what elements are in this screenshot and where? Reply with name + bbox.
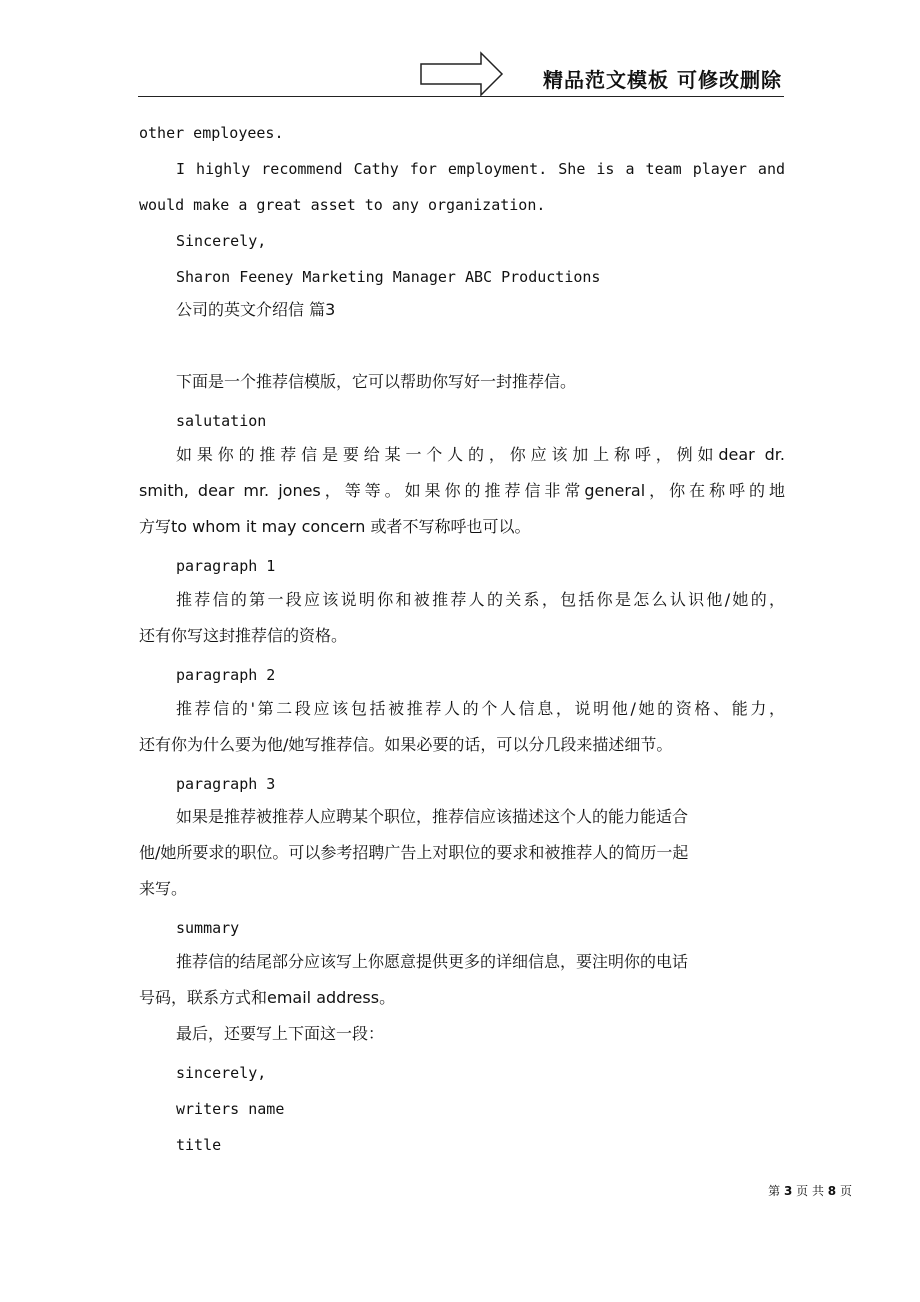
current-page: 3 [783,1184,793,1198]
body-line: 还有你写这封推荐信的资格。 [139,626,348,645]
body-line: 推荐信的'第二段应该包括被推荐人的个人信息，说明他/她的资格、能力， [176,699,785,718]
body-line: 方写to whom it may concern 或者不写称呼也可以。 [139,517,531,536]
body-line: 推荐信的结尾部分应该写上你愿意提供更多的详细信息，要注明你的电话 [176,952,689,971]
body-line: 最后，还要写上下面这一段： [176,1024,385,1043]
header-rule [138,96,784,97]
body-line: would make a great asset to any organization. [139,196,546,214]
body-line: 他/她所要求的职位。可以参考招聘广告上对职位的要求和被推荐人的简历一起 [139,843,689,862]
body-line: Sharon Feeney Marketing Manager ABC Productions [176,268,601,286]
subheading: paragraph 1 [176,557,276,575]
header-title: 精品范文模板 可修改删除 [543,68,782,92]
total-pages: 8 [827,1184,837,1198]
closing-line: writers name [176,1100,285,1118]
page-footer [768,1182,852,1199]
subheading: paragraph 2 [176,666,276,684]
body-line: 推荐信的第一段应该说明你和被推荐人的关系，包括你是怎么认识他/她的， [176,590,785,609]
subheading: salutation [176,412,267,430]
closing-line: title [176,1136,222,1154]
subheading: summary [176,919,240,937]
body-line: I highly recommend Cathy for employment. She is a team player and [176,160,785,178]
arrow-icon [419,50,505,98]
body-line: 号码，联系方式和email address。 [139,988,396,1007]
footer-middle: 页 共 [796,1184,824,1198]
body-line: 如果你的推荐信是要给某一个人的，你应该加上称呼，例如dear dr. [176,445,785,464]
body-line: 下面是一个推荐信模版，它可以帮助你写好一封推荐信。 [176,372,577,391]
footer-prefix: 第 [768,1184,781,1198]
body-line: 还有你为什么要为他/她写推荐信。如果必要的话，可以分几段来描述细节。 [139,735,673,754]
section-heading: 公司的英文介绍信 篇3 [176,300,336,319]
closing-line: sincerely, [176,1064,267,1082]
body-line: smith, dear mr. jones，等等。如果你的推荐信非常general，你在称呼的地 [139,481,785,500]
body-line: Sincerely, [176,232,267,250]
body-line: 来写。 [139,879,188,898]
body-line: other employees. [139,124,284,142]
footer-suffix: 页 [839,1184,852,1198]
subheading: paragraph 3 [176,775,276,793]
body-line: 如果是推荐被推荐人应聘某个职位，推荐信应该描述这个人的能力能适合 [176,807,689,826]
